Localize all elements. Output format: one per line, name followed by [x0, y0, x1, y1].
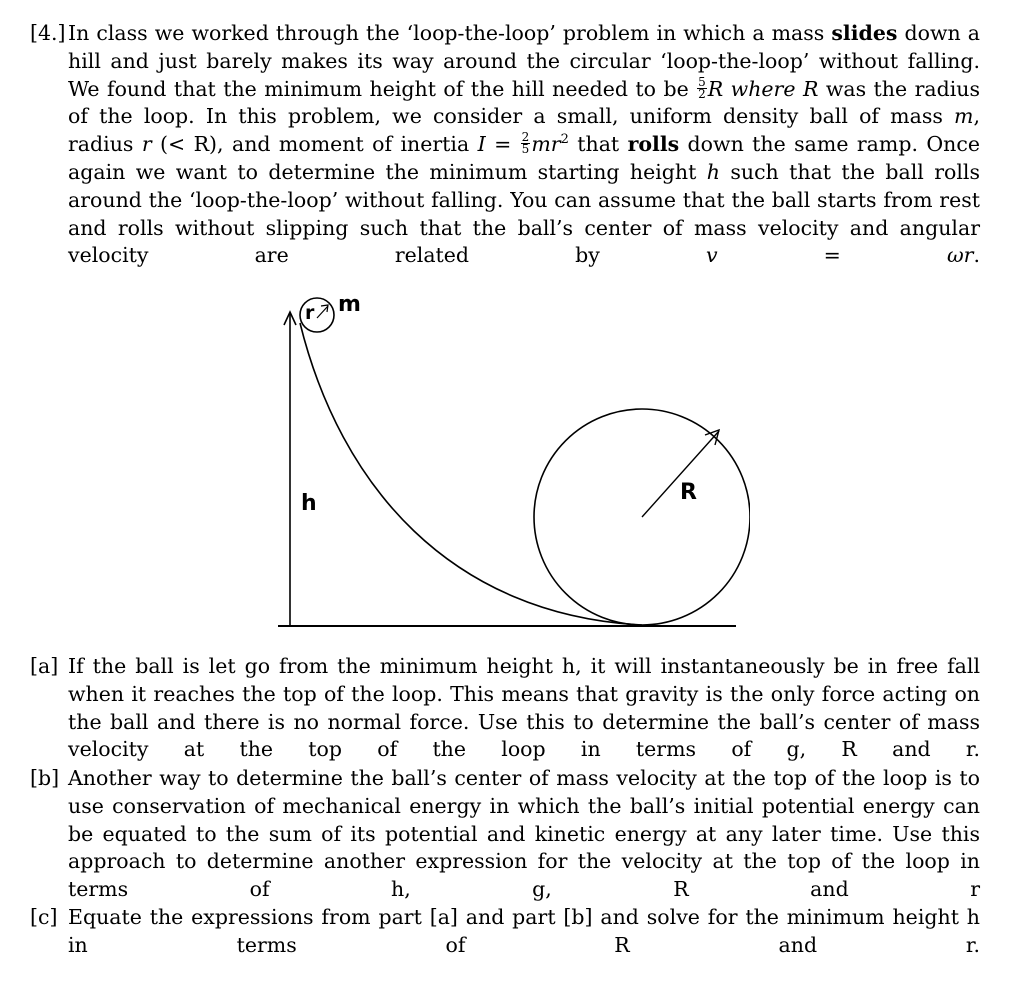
text-segment: (< R), [151, 132, 224, 157]
symbol-r: r [141, 132, 152, 157]
part-c [30, 904, 980, 987]
part-b-label: [b] [30, 766, 60, 790]
emphasis-slides: slides [831, 21, 898, 45]
fraction-numerator: 2 [521, 130, 530, 145]
fraction-denominator: 2 [698, 86, 706, 101]
text-segment: down the same ramp. Once again we want to determine the minimum starting height [68, 132, 980, 184]
height-label: h [301, 491, 317, 516]
ramp-curve [300, 323, 642, 625]
equation-v-omega-r: v = ωr [705, 243, 974, 268]
text-segment: was the radius of the loop. In this problem, we consider a small, uniform density ball of mass [68, 76, 980, 129]
text-segment: . [973, 243, 980, 268]
text-segment: down a hill and just barely makes its way around the circular ‘loop-the-loop’ without falling. We found that the minimum height of the hill needed to be [68, 21, 980, 101]
problem-number: [4.] [30, 21, 66, 45]
fraction-five-halves [697, 74, 707, 101]
problem-statement [30, 20, 980, 298]
problem-text [68, 20, 980, 298]
symbol-h: h [706, 159, 720, 184]
fraction-numerator: 5 [698, 74, 706, 89]
exponent: 2 [560, 132, 569, 148]
symbol-mr: mr [531, 132, 561, 157]
fraction-two-fifths [521, 132, 531, 155]
fraction-denominator: 5 [521, 142, 530, 157]
radius-label: R [680, 480, 697, 505]
text-segment: that [568, 132, 628, 157]
part-b-text: Another way to determine the ball’s center of mass velocity at the top of the loop is to use conservation of mechanical energy in which the ball’s initial potential energy can be equated to the sum of its potential and kinetic energy at any later time. Use this approach to determine another expression for the velocity at the top of the loop in terms of h, g, R and r [68, 766, 980, 902]
symbol-m: m [954, 104, 974, 129]
text-segment: such that the ball rolls around the ‘loop-the-loop’ without falling. You can assume that the ball starts from rest and rolls without slipping such that the ball’s center of mass velocity and angular velocity are related by [68, 159, 980, 268]
part-c-text: Equate the expressions from part [a] and part [b] and solve for the minimum height h in terms of R and r. [68, 905, 980, 957]
radius-arrowhead [705, 430, 719, 445]
part-c-label: [c] [30, 905, 58, 929]
part-a-label: [a] [30, 654, 59, 678]
text-segment: In class we worked through the ‘loop-the-loop’ problem in which a mass [68, 21, 832, 45]
text-segment: , radius [68, 104, 980, 157]
text-segment: R where [707, 76, 803, 101]
symbol-I: I = [477, 132, 520, 157]
emphasis-rolls: rolls [627, 132, 680, 157]
mass-label: m [338, 292, 361, 317]
ball-radius-arrowhead [321, 305, 328, 312]
symbol-R: R [802, 76, 819, 101]
ball-radius-label: r [305, 302, 315, 324]
loop-the-loop-diagram [270, 285, 750, 635]
ball-radius-arrow [317, 306, 328, 318]
part-a-text: If the ball is let go from the minimum height h, it will instantaneously be in free fall when it reaches the top of the loop. This means that gravity is the only force acting on the ball and there is no normal force. Use this to determine the ball’s center of mass velocity at the top of the loop in terms of g, R and r. [68, 654, 980, 762]
text-segment: and moment of inertia [223, 132, 478, 157]
